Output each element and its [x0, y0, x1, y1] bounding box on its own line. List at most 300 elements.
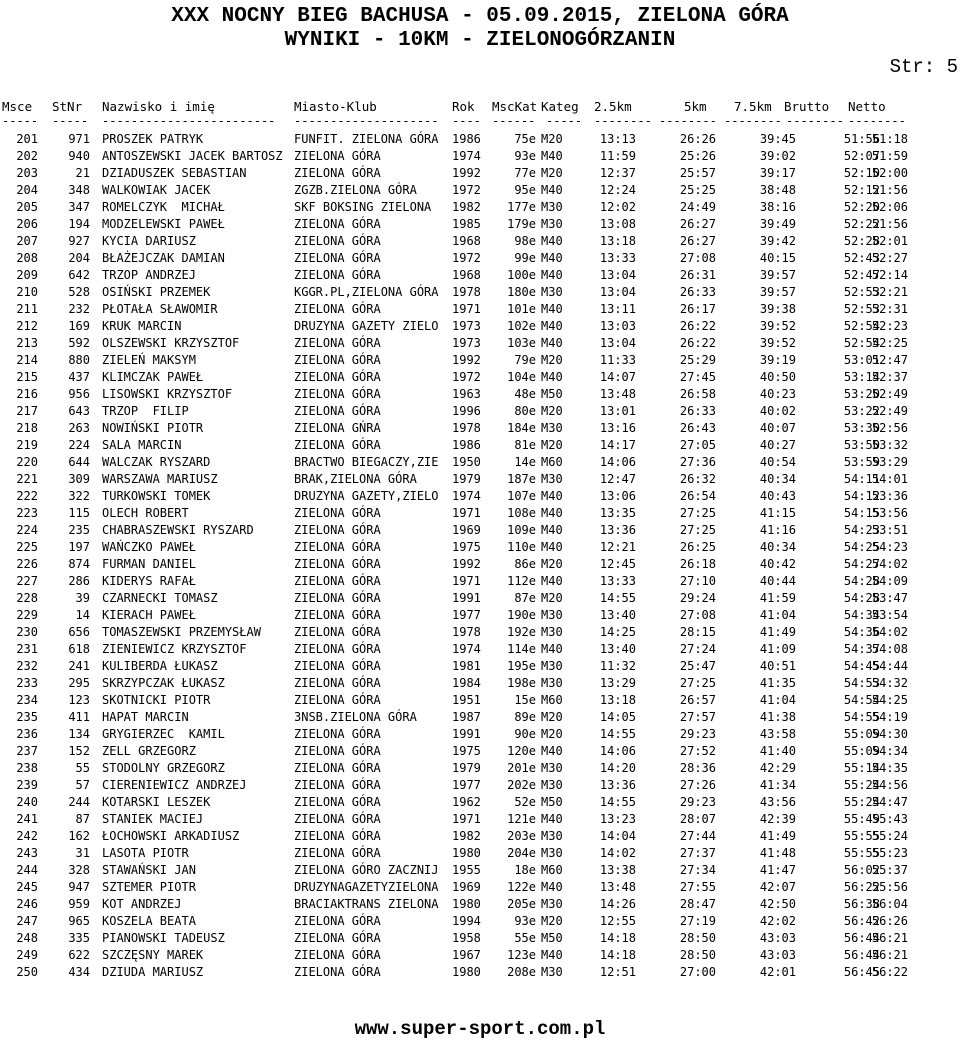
cell-split-7-5km: 41:59 — [759, 591, 796, 605]
cell-category-place: 195e — [507, 659, 536, 673]
cell-gross-time: 55:24 — [843, 795, 880, 809]
cell-gross-time: 54:28 — [843, 591, 880, 605]
cell-category-place: 99e — [514, 251, 536, 265]
table-row — [0, 453, 960, 470]
cell-gross-time: 54:54 — [843, 693, 880, 707]
cell-year: 1982 — [452, 200, 481, 214]
cell-place: 217 — [16, 404, 38, 418]
cell-category-place: 121e — [507, 812, 536, 826]
cell-name: ANTOSZEWSKI JACEK BARTOSZ — [102, 149, 283, 163]
cell-name: STAWAŃSKI JAN — [102, 863, 196, 877]
cell-category-place: 104e — [507, 370, 536, 384]
cell-net-time: 52:25 — [871, 336, 908, 350]
cell-split-5km: 27:26 — [679, 778, 716, 792]
cell-name: DZIUDA MARIUSZ — [102, 965, 204, 979]
cell-club: ZIELONA GÓRA — [294, 353, 381, 367]
cell-name: HAPAT MARCIN — [102, 710, 189, 724]
cell-category-place: 48e — [514, 387, 536, 401]
cell-category-place: 198e — [507, 676, 536, 690]
cell-net-time: 54:08 — [871, 642, 908, 656]
cell-category-place: 103e — [507, 336, 536, 350]
cell-gross-time: 54:12 — [843, 489, 880, 503]
cell-bib: 947 — [68, 880, 90, 894]
cell-year: 1968 — [452, 234, 481, 248]
table-row — [0, 147, 960, 164]
cell-split-5km: 26:18 — [679, 557, 716, 571]
cell-bib: 87 — [75, 812, 90, 826]
separator-netto: -------- — [848, 114, 906, 128]
cell-place: 224 — [16, 523, 38, 537]
cell-split-5km: 28:50 — [679, 931, 716, 945]
cell-category: M30 — [541, 285, 563, 299]
cell-bib: 204 — [68, 251, 90, 265]
cell-name: ZIELEŃ MAKSYM — [102, 353, 196, 367]
cell-place: 210 — [16, 285, 38, 299]
cell-split-5km: 26:57 — [679, 693, 716, 707]
cell-split-2-5km: 13:16 — [599, 421, 636, 435]
cell-place: 231 — [16, 642, 38, 656]
cell-split-7-5km: 41:04 — [759, 608, 796, 622]
cell-category: M30 — [541, 659, 563, 673]
cell-split-5km: 26:22 — [679, 336, 716, 350]
table-row — [0, 334, 960, 351]
cell-year: 1974 — [452, 489, 481, 503]
cell-place: 218 — [16, 421, 38, 435]
cell-split-2-5km: 13:01 — [599, 404, 636, 418]
cell-split-5km: 26:26 — [679, 132, 716, 146]
cell-split-7-5km: 41:38 — [759, 710, 796, 724]
cell-year: 1991 — [452, 727, 481, 741]
cell-category-place: 18e — [514, 863, 536, 877]
cell-split-7-5km: 40:54 — [759, 455, 796, 469]
cell-bib: 618 — [68, 642, 90, 656]
cell-split-2-5km: 14:20 — [599, 761, 636, 775]
cell-club: DRUZYNA GAZETY,ZIELO — [294, 489, 439, 503]
cell-club: BRAK,ZIELONA GÓRA — [294, 472, 417, 486]
cell-gross-time: 56:02 — [843, 863, 880, 877]
cell-split-5km: 27:25 — [679, 676, 716, 690]
table-row — [0, 759, 960, 776]
cell-split-2-5km: 12:47 — [599, 472, 636, 486]
cell-net-time: 54:56 — [871, 778, 908, 792]
table-row — [0, 521, 960, 538]
cell-year: 1986 — [452, 132, 481, 146]
cell-gross-time: 52:07 — [843, 149, 880, 163]
cell-name: PIANOWSKI TADEUSZ — [102, 931, 225, 945]
table-row — [0, 657, 960, 674]
cell-club: BRACIAKTRANS ZIELONA — [294, 897, 439, 911]
cell-net-time: 55:37 — [871, 863, 908, 877]
cell-year: 1979 — [452, 761, 481, 775]
table-row — [0, 742, 960, 759]
cell-split-2-5km: 14:18 — [599, 931, 636, 945]
cell-split-2-5km: 13:04 — [599, 268, 636, 282]
cell-place: 214 — [16, 353, 38, 367]
header-separator — [0, 116, 960, 130]
cell-category: M60 — [541, 863, 563, 877]
table-row — [0, 436, 960, 453]
cell-year: 1996 — [452, 404, 481, 418]
cell-bib: 31 — [75, 846, 90, 860]
cell-name: FURMAN DANIEL — [102, 557, 196, 571]
cell-gross-time: 56:22 — [843, 880, 880, 894]
cell-place: 204 — [16, 183, 38, 197]
cell-category: M40 — [541, 948, 563, 962]
cell-place: 246 — [16, 897, 38, 911]
cell-net-time: 55:23 — [871, 846, 908, 860]
cell-bib: 55 — [75, 761, 90, 775]
cell-place: 250 — [16, 965, 38, 979]
cell-split-2-5km: 14:02 — [599, 846, 636, 860]
cell-club: ZIELONA GÓRA — [294, 591, 381, 605]
cell-split-2-5km: 14:17 — [599, 438, 636, 452]
header-5km: 5km — [684, 99, 707, 114]
cell-club: ZIELONA GÓRA — [294, 404, 381, 418]
table-row — [0, 640, 960, 657]
cell-split-7-5km: 40:34 — [759, 540, 796, 554]
cell-split-2-5km: 14:55 — [599, 591, 636, 605]
cell-net-time: 52:47 — [871, 353, 908, 367]
table-row — [0, 691, 960, 708]
cell-gross-time: 56:42 — [843, 914, 880, 928]
cell-category: M40 — [541, 523, 563, 537]
cell-place: 237 — [16, 744, 38, 758]
cell-net-time: 56:21 — [871, 931, 908, 945]
cell-split-2-5km: 13:11 — [599, 302, 636, 316]
cell-category: M20 — [541, 353, 563, 367]
cell-club: ZIELONA GÓRA — [294, 761, 381, 775]
cell-gross-time: 52:54 — [843, 336, 880, 350]
cell-split-2-5km: 13:33 — [599, 251, 636, 265]
cell-gross-time: 54:53 — [843, 676, 880, 690]
cell-club: ZIELONA GÓRA — [294, 251, 381, 265]
cell-bib: 411 — [68, 710, 90, 724]
cell-place: 247 — [16, 914, 38, 928]
cell-gross-time: 52:28 — [843, 234, 880, 248]
cell-net-time: 55:43 — [871, 812, 908, 826]
cell-place: 216 — [16, 387, 38, 401]
cell-split-2-5km: 12:21 — [599, 540, 636, 554]
cell-year: 1969 — [452, 523, 481, 537]
cell-bib: 622 — [68, 948, 90, 962]
page-number: Str: 5 — [889, 56, 958, 78]
cell-club: ZIELONA GÓRA — [294, 149, 381, 163]
cell-bib: 322 — [68, 489, 90, 503]
cell-net-time: 56:04 — [871, 897, 908, 911]
cell-year: 1971 — [452, 812, 481, 826]
cell-split-2-5km: 14:04 — [599, 829, 636, 843]
cell-category: M40 — [541, 540, 563, 554]
cell-split-2-5km: 13:18 — [599, 234, 636, 248]
page-title: XXX NOCNY BIEG BACHUSA - 05.09.2015, ZIELONA GÓRA — [171, 5, 789, 28]
cell-net-time: 54:44 — [871, 659, 908, 673]
cell-split-5km: 26:58 — [679, 387, 716, 401]
cell-club: ZIELONA GÓRA — [294, 336, 381, 350]
cell-year: 1981 — [452, 659, 481, 673]
table-row — [0, 351, 960, 368]
cell-category: M20 — [541, 710, 563, 724]
header-brutto: Brutto — [784, 99, 830, 114]
cell-place: 209 — [16, 268, 38, 282]
cell-split-7-5km: 38:16 — [759, 200, 796, 214]
cell-name: CZARNECKI TOMASZ — [102, 591, 218, 605]
cell-bib: 347 — [68, 200, 90, 214]
cell-name: TOMASZEWSKI PRZEMYSŁAW — [102, 625, 261, 639]
cell-club: ZIELONA GÓRA — [294, 931, 381, 945]
cell-split-2-5km: 14:07 — [599, 370, 636, 384]
cell-gross-time: 53:22 — [843, 404, 880, 418]
cell-category-place: 90e — [514, 727, 536, 741]
cell-gross-time: 55:09 — [843, 744, 880, 758]
cell-split-7-5km: 43:58 — [759, 727, 796, 741]
cell-split-7-5km: 42:07 — [759, 880, 796, 894]
cell-net-time: 52:00 — [871, 166, 908, 180]
cell-bib: 335 — [68, 931, 90, 945]
header-7-5km: 7.5km — [734, 99, 772, 114]
cell-place: 201 — [16, 132, 38, 146]
cell-net-time: 51:56 — [871, 217, 908, 231]
cell-place: 223 — [16, 506, 38, 520]
table-row — [0, 674, 960, 691]
cell-category: M30 — [541, 217, 563, 231]
cell-net-time: 52:06 — [871, 200, 908, 214]
table-row — [0, 538, 960, 555]
cell-net-time: 53:29 — [871, 455, 908, 469]
cell-club: ZIELONA GÓRA — [294, 234, 381, 248]
cell-bib: 959 — [68, 897, 90, 911]
cell-split-5km: 28:47 — [679, 897, 716, 911]
cell-split-5km: 26:33 — [679, 404, 716, 418]
cell-net-time: 53:36 — [871, 489, 908, 503]
cell-gross-time: 55:55 — [843, 846, 880, 860]
cell-category: M30 — [541, 846, 563, 860]
cell-place: 229 — [16, 608, 38, 622]
cell-club: ZIELONA GÓRA — [294, 438, 381, 452]
cell-place: 219 — [16, 438, 38, 452]
cell-name: NOWIŃSKI PIOTR — [102, 421, 204, 435]
cell-gross-time: 54:37 — [843, 642, 880, 656]
cell-gross-time: 56:45 — [843, 965, 880, 979]
cell-split-2-5km: 13:40 — [599, 608, 636, 622]
cell-year: 1980 — [452, 846, 481, 860]
cell-split-7-5km: 40:51 — [759, 659, 796, 673]
cell-category: M60 — [541, 693, 563, 707]
cell-name: WAŃCZKO PAWEŁ — [102, 540, 196, 554]
cell-name: KLIMCZAK PAWEŁ — [102, 370, 204, 384]
cell-category-place: 204e — [507, 846, 536, 860]
cell-year: 1950 — [452, 455, 481, 469]
cell-place: 202 — [16, 149, 38, 163]
table-row — [0, 181, 960, 198]
cell-split-5km: 29:23 — [679, 727, 716, 741]
separator-club: -------------------- — [294, 114, 439, 128]
cell-club: ZIELONA GÓRA — [294, 387, 381, 401]
cell-gross-time: 52:53 — [843, 285, 880, 299]
cell-category: M40 — [541, 574, 563, 588]
cell-category: M40 — [541, 268, 563, 282]
cell-category: M20 — [541, 132, 563, 146]
cell-name: ZELL GRZEGORZ — [102, 744, 196, 758]
cell-split-7-5km: 40:42 — [759, 557, 796, 571]
cell-gross-time: 54:34 — [843, 608, 880, 622]
cell-split-7-5km: 41:35 — [759, 676, 796, 690]
header-rok: Rok — [452, 99, 475, 114]
header-netto: Netto — [848, 99, 886, 114]
cell-gross-time: 56:44 — [843, 931, 880, 945]
cell-split-7-5km: 42:02 — [759, 914, 796, 928]
table-row — [0, 929, 960, 946]
cell-year: 1958 — [452, 931, 481, 945]
cell-bib: 328 — [68, 863, 90, 877]
cell-name: CIERENIEWICZ ANDRZEJ — [102, 778, 247, 792]
table-row — [0, 504, 960, 521]
cell-category: M20 — [541, 404, 563, 418]
cell-year: 1962 — [452, 795, 481, 809]
cell-split-5km: 24:49 — [679, 200, 716, 214]
table-row — [0, 487, 960, 504]
cell-name: OLECH ROBERT — [102, 506, 189, 520]
cell-club: ZIELONA GÓRA — [294, 166, 381, 180]
separator-brutto: -------- — [786, 114, 844, 128]
cell-category-place: 55e — [514, 931, 536, 945]
cell-split-2-5km: 13:08 — [599, 217, 636, 231]
cell-club: ZIELONA GÓRA — [294, 370, 381, 384]
table-row — [0, 708, 960, 725]
cell-category-place: 101e — [507, 302, 536, 316]
cell-category: M40 — [541, 812, 563, 826]
cell-category: M40 — [541, 642, 563, 656]
cell-bib: 656 — [68, 625, 90, 639]
cell-gross-time: 54:36 — [843, 625, 880, 639]
cell-name: KOTARSKI LESZEK — [102, 795, 211, 809]
cell-year: 1982 — [452, 829, 481, 843]
cell-net-time: 54:19 — [871, 710, 908, 724]
cell-split-7-5km: 41:40 — [759, 744, 796, 758]
cell-place: 215 — [16, 370, 38, 384]
cell-net-time: 54:25 — [871, 693, 908, 707]
cell-split-5km: 26:17 — [679, 302, 716, 316]
cell-category-place: 187e — [507, 472, 536, 486]
cell-category-place: 177e — [507, 200, 536, 214]
cell-place: 205 — [16, 200, 38, 214]
cell-club: SKF BOKSING ZIELONA — [294, 200, 432, 214]
cell-net-time: 56:26 — [871, 914, 908, 928]
cell-year: 1972 — [452, 183, 481, 197]
cell-club: ZIELONA GÓRA — [294, 642, 381, 656]
table-row — [0, 725, 960, 742]
cell-category-place: 93e — [514, 149, 536, 163]
cell-category-place: 75e — [514, 132, 536, 146]
cell-name: KRUK MARCIN — [102, 319, 182, 333]
cell-club: ZIELONA GÓRA — [294, 727, 381, 741]
cell-net-time: 54:32 — [871, 676, 908, 690]
cell-gross-time: 54:28 — [843, 574, 880, 588]
cell-gross-time: 53:01 — [843, 353, 880, 367]
cell-net-time: 52:37 — [871, 370, 908, 384]
cell-club: ZIELONA GÓRO ZACZNIJ — [294, 863, 439, 877]
cell-club: FUNFIT. ZIELONA GÓRA — [294, 132, 439, 146]
cell-year: 1994 — [452, 914, 481, 928]
cell-net-time: 53:54 — [871, 608, 908, 622]
cell-category: M40 — [541, 336, 563, 350]
cell-place: 213 — [16, 336, 38, 350]
cell-gross-time: 52:12 — [843, 183, 880, 197]
cell-name: TURKOWSKI TOMEK — [102, 489, 211, 503]
cell-split-2-5km: 13:35 — [599, 506, 636, 520]
cell-bib: 927 — [68, 234, 90, 248]
table-row — [0, 606, 960, 623]
cell-category-place: 89e — [514, 710, 536, 724]
cell-bib: 134 — [68, 727, 90, 741]
cell-bib: 528 — [68, 285, 90, 299]
cell-gross-time: 54:27 — [843, 557, 880, 571]
cell-split-2-5km: 13:36 — [599, 778, 636, 792]
cell-net-time: 56:21 — [871, 948, 908, 962]
cell-category: M30 — [541, 897, 563, 911]
cell-category-place: 202e — [507, 778, 536, 792]
cell-name: KOSZELA BEATA — [102, 914, 196, 928]
cell-club: ZIELONA GÓRA — [294, 302, 381, 316]
cell-year: 1992 — [452, 557, 481, 571]
cell-club: ZIELONA GÓRA — [294, 557, 381, 571]
cell-year: 1987 — [452, 710, 481, 724]
table-row — [0, 402, 960, 419]
cell-net-time: 51:59 — [871, 149, 908, 163]
cell-gross-time: 51:56 — [843, 132, 880, 146]
cell-bib: 309 — [68, 472, 90, 486]
cell-net-time: 52:14 — [871, 268, 908, 282]
cell-category: M30 — [541, 608, 563, 622]
cell-place: 249 — [16, 948, 38, 962]
cell-net-time: 54:23 — [871, 540, 908, 554]
cell-place: 242 — [16, 829, 38, 843]
cell-split-2-5km: 13:18 — [599, 693, 636, 707]
cell-split-2-5km: 12:37 — [599, 166, 636, 180]
cell-year: 1969 — [452, 880, 481, 894]
cell-split-7-5km: 39:19 — [759, 353, 796, 367]
cell-split-2-5km: 13:33 — [599, 574, 636, 588]
cell-category-place: 205e — [507, 897, 536, 911]
cell-split-7-5km: 40:15 — [759, 251, 796, 265]
footer-url: www.super-sport.com.pl — [354, 1018, 606, 1040]
cell-category-place: 79e — [514, 353, 536, 367]
cell-club: ZIELONA GÓRA — [294, 829, 381, 843]
cell-split-5km: 28:07 — [679, 812, 716, 826]
cell-split-2-5km: 12:24 — [599, 183, 636, 197]
cell-split-7-5km: 42:29 — [759, 761, 796, 775]
cell-gross-time: 52:53 — [843, 302, 880, 316]
cell-split-7-5km: 41:04 — [759, 693, 796, 707]
table-row — [0, 861, 960, 878]
cell-gross-time: 52:22 — [843, 217, 880, 231]
cell-bib: 434 — [68, 965, 90, 979]
cell-year: 1977 — [452, 608, 481, 622]
cell-net-time: 53:51 — [871, 523, 908, 537]
cell-place: 234 — [16, 693, 38, 707]
cell-name: KIDERYS RAFAŁ — [102, 574, 196, 588]
cell-category: M50 — [541, 931, 563, 945]
cell-place: 208 — [16, 251, 38, 265]
cell-net-time: 51:56 — [871, 183, 908, 197]
cell-gross-time: 55:55 — [843, 829, 880, 843]
cell-year: 1980 — [452, 897, 481, 911]
cell-bib: 348 — [68, 183, 90, 197]
cell-net-time: 54:47 — [871, 795, 908, 809]
separator-name: ------------------------ — [102, 114, 276, 128]
cell-gross-time: 52:47 — [843, 268, 880, 282]
cell-year: 1971 — [452, 506, 481, 520]
cell-year: 1973 — [452, 319, 481, 333]
